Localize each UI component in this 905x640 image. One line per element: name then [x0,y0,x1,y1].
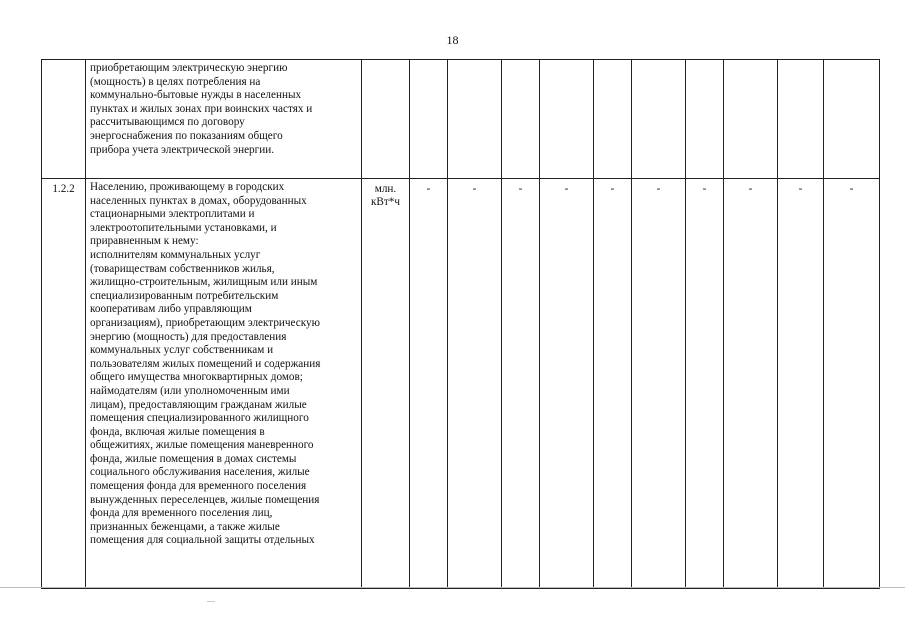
row-unit [362,60,410,179]
table-row [42,60,880,179]
row-number: 1.2.2 [42,179,86,589]
row-description: Населению, проживающему в городских населенных пунктах в домах, оборудованных стационарными электроплитами и электроотопительными установками, и приравненным к нему: исполнителям коммунальных услуг (товариществам собственников жилья, жилищно-строительным, жилищным или иным специализированным потребительским кооперативам либо управляющим организациям), приобретающим электрическую энергию (мощность) для предоставления коммунальных услуг собственникам и пользователям жилых помещений и содержания общего имущества многоквартирных домов; наймодателям (или уполномоченным ими лицам), предоставляющим гражданам жилые помещения специализированного жилищного фонда, включая жилые помещения в общежитиях, жилые помещения маневренного фонда, жилые помещения в домах системы социального обслуживания населения, жилые помещения фонда для временного поселения вынужденных переселенцев, жилые помещения фонда для временного поселения лиц, признанных беженцами, а также жилые помещения для социальной защиты отдельных [86,179,362,589]
value-cell: - [540,179,594,589]
value-cell: - [594,179,632,589]
value-cell: - [778,179,824,589]
value-cell: - [632,179,686,589]
table-row [42,179,880,589]
value-cell [540,60,594,179]
row-unit: млн. кВт*ч [362,179,410,589]
value-cell: - [824,179,880,589]
value-cell: - [724,179,778,589]
value-cell [824,60,880,179]
value-cell [632,60,686,179]
value-cell: - [502,179,540,589]
value-cell [410,60,448,179]
page-number: 18 [446,33,459,47]
value-cell [686,60,724,179]
row-number [42,60,86,179]
value-cell [448,60,502,179]
value-cell: - [686,179,724,589]
value-cell [502,60,540,179]
value-cell: - [448,179,502,589]
tariff-table [41,59,880,589]
page-bottom-rule [0,587,905,588]
value-cell: - [410,179,448,589]
scan-mark [207,601,215,602]
value-cell [724,60,778,179]
value-cell [594,60,632,179]
row-description: приобретающим электрическую энергию (мощность) в целях потребления на коммунально-бытовые нужды в населенных пунктах и жилых зонах при воинских частях и рассчитывающимся по договору энергоснабжения по показаниям общего прибора учета электрической энергии. [86,60,362,179]
value-cell [778,60,824,179]
